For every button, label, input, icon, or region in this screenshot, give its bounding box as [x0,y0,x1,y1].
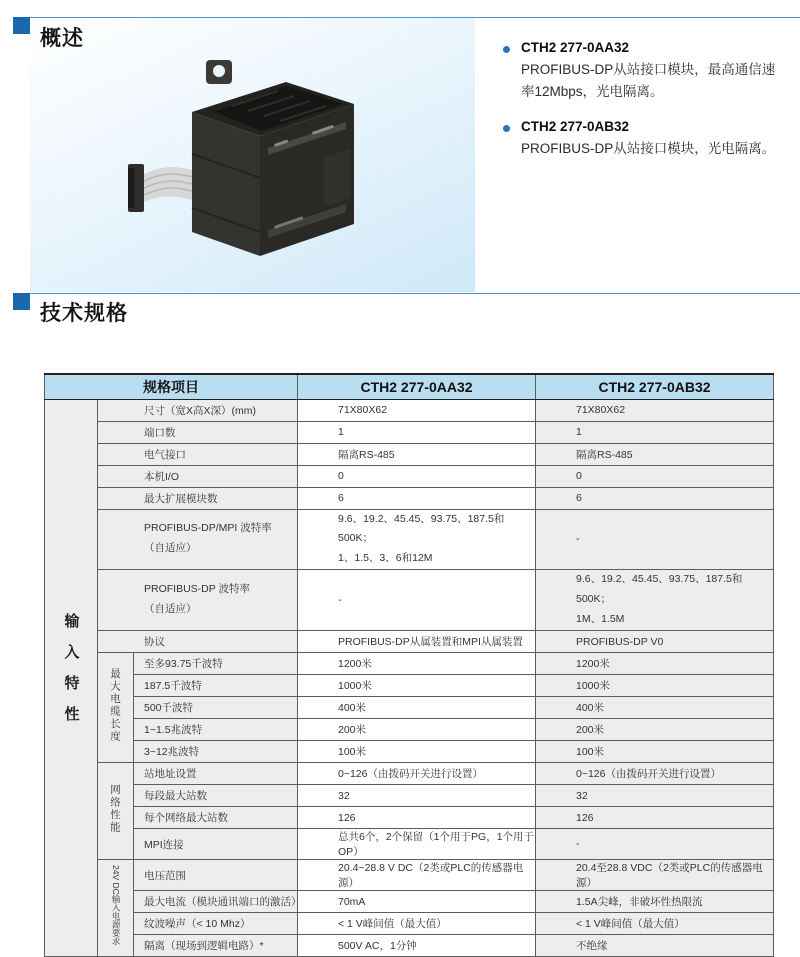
column-header-ab32: CTH2 277-0AB32 [536,374,774,399]
spec-label: 最大电流（模块通讯端口的激活） [134,891,298,913]
spec-value-ab32: 0 [536,465,774,487]
overview-heading: 概述 [40,27,84,50]
spec-value-aa32: 32 [298,785,536,807]
spec-value-aa32: 126 [298,807,536,829]
spec-value-aa32: 71X80X62 [298,399,536,421]
spec-value-aa32: - [298,570,536,631]
table-row [45,421,774,443]
spec-label: 端口数 [98,421,298,443]
spec-label: PROFIBUS-DP/MPI 波特率 （自适应） [98,509,298,570]
table-row [45,487,774,509]
spec-value-ab32: 9.6、19.2、45.45、93.75、187.5和500K； 1M、1.5M [536,570,774,631]
table-row [45,807,774,829]
spec-value-aa32: 隔离RS-485 [298,443,536,465]
spec-value-aa32: 总共6个，2个保留（1个用于PG，1个用于OP） [298,829,536,860]
spec-label: 1~1.5兆波特 [134,719,298,741]
spec-label: 隔离（现场到逻辑电路）* [134,935,298,957]
product-code: CTH2 277-0AA32 [521,40,630,55]
spec-value-ab32: 100米 [536,741,774,763]
plc-module-image [128,58,378,272]
spec-value-ab32: 0~126（由拨码开关进行设置） [536,763,774,785]
spec-value-ab32: PROFIBUS-DP V0 [536,631,774,653]
spec-value-aa32: 1200米 [298,653,536,675]
product-bullet-list [503,40,788,177]
spec-label: 电气接口 [98,443,298,465]
spec-value-ab32: 1 [536,421,774,443]
spec-label: 187.5千波特 [134,675,298,697]
spec-label: 最大扩展模块数 [98,487,298,509]
table-row [45,860,774,891]
table-row [45,653,774,675]
column-header-item: 规格项目 [45,374,298,399]
spec-value-ab32: 200米 [536,719,774,741]
table-row [45,935,774,957]
spec-value-aa32: 70mA [298,891,536,913]
overview-panel [30,18,475,292]
spec-value-aa32: 20.4~28.8 V DC（2类或PLC的传感器电源） [298,860,536,891]
spec-value-aa32: 1000米 [298,675,536,697]
table-row [45,399,774,421]
table-row [45,829,774,860]
section-marker-icon [13,17,30,34]
spec-value-ab32: 1.5A尖峰，非破坏性热限流 [536,891,774,913]
spec-label: 纹波噪声（< 10 Mhz） [134,913,298,935]
spec-value-aa32: 1 [298,421,536,443]
spec-value-aa32: 500V AC，1分钟 [298,935,536,957]
spec-value-ab32: 126 [536,807,774,829]
spec-value-ab32: - [536,509,774,570]
spec-value-aa32: 400米 [298,697,536,719]
product-description: PROFIBUS-DP从站接口模块，光电隔离。 [521,141,776,157]
table-row [45,465,774,487]
spec-label: 协议 [98,631,298,653]
spec-label: 3~12兆波特 [134,741,298,763]
spec-value-ab32: 6 [536,487,774,509]
table-row [45,891,774,913]
table-row [45,719,774,741]
spec-label: PROFIBUS-DP 波特率 （自适应） [98,570,298,631]
section-rule [30,293,800,294]
row-group-input-characteristics: 输入特性 [45,399,98,957]
spec-value-aa32: 100米 [298,741,536,763]
spec-value-ab32: 400米 [536,697,774,719]
table-row [45,675,774,697]
section-marker-icon [13,293,30,310]
table-row [45,913,774,935]
bullet-dot-icon [503,46,510,53]
spec-label: 尺寸（宽X高X深）(mm) [98,399,298,421]
specs-heading: 技术规格 [40,302,128,325]
spec-label: 电压范围 [134,860,298,891]
subgroup-max-cable-length: 最大电缆长度 [98,653,134,763]
list-item [503,119,788,160]
spec-value-ab32: 不绝缘 [536,935,774,957]
spec-value-ab32: 20.4至28.8 VDC（2类或PLC的传感器电源） [536,860,774,891]
subgroup-24vdc-power-requirement: 24V DC输入电源要求 [98,860,134,957]
spec-label: 每段最大站数 [134,785,298,807]
spec-value-aa32: 0 [298,465,536,487]
spec-value-aa32: PROFIBUS-DP从属装置和MPI从属装置 [298,631,536,653]
spec-value-ab32: - [536,829,774,860]
table-row [45,785,774,807]
table-row [45,697,774,719]
subgroup-network-performance: 网络性能 [98,763,134,860]
table-header-row [45,374,774,399]
table-row [45,509,774,570]
spec-value-ab32: 71X80X62 [536,399,774,421]
list-item [503,40,788,102]
spec-value-ab32: < 1 V峰间值（最大值） [536,913,774,935]
product-code: CTH2 277-0AB32 [521,119,630,135]
spec-label: 500千波特 [134,697,298,719]
spec-value-aa32: 0~126（由拨码开关进行设置） [298,763,536,785]
spec-label: 至多93.75千波特 [134,653,298,675]
table-row [45,570,774,631]
table-row [45,763,774,785]
spec-label: 站地址设置 [134,763,298,785]
spec-label: 每个网络最大站数 [134,807,298,829]
spec-value-aa32: 200米 [298,719,536,741]
table-row [45,741,774,763]
product-description: PROFIBUS-DP从站接口模块，最高通信速率12Mbps，光电隔离。 [521,62,776,99]
bullet-dot-icon [503,125,510,132]
spec-label: 本机I/O [98,465,298,487]
column-header-aa32: CTH2 277-0AA32 [298,374,536,399]
spec-value-aa32: 9.6、19.2、45.45、93.75、187.5和500K； 1、1.5、3、6和12M [298,509,536,570]
spec-value-aa32: 6 [298,487,536,509]
spec-label: MPI连接 [134,829,298,860]
spec-value-ab32: 32 [536,785,774,807]
spec-value-ab32: 1000米 [536,675,774,697]
spec-value-aa32: < 1 V峰间值（最大值） [298,913,536,935]
spec-value-ab32: 隔离RS-485 [536,443,774,465]
spec-value-ab32: 1200米 [536,653,774,675]
table-row [45,631,774,653]
spec-table [44,373,774,957]
table-row [45,443,774,465]
